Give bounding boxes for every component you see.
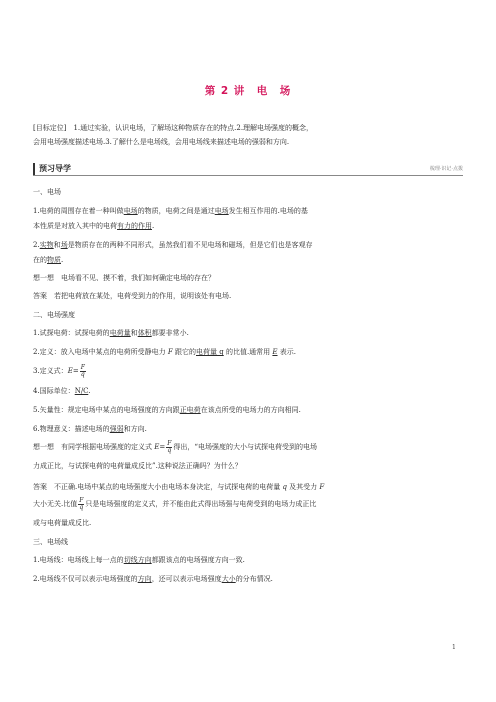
- fraction-numerator: F: [80, 363, 85, 371]
- s1-para1-line2: [33, 221, 463, 231]
- fraction-denominator: q: [80, 370, 85, 378]
- text: 跟它的: [172, 348, 196, 356]
- text: 都要非常小.: [151, 329, 189, 337]
- text: 只是电场强度的定义式，并不能由此式得出场强与电荷受到的电场力成正比: [85, 500, 317, 508]
- math-symbol: E: [67, 367, 73, 375]
- fraction-denominator: q: [79, 503, 84, 511]
- math-symbol: F: [319, 483, 325, 491]
- fraction-denominator: q: [167, 446, 172, 454]
- page-title: 第 2 讲 电 场: [204, 85, 292, 97]
- s1-answer: 答案 若把电荷放在某处，电荷受到力的作用，说明该处有电场.: [33, 292, 232, 300]
- s1-para2-line2: [33, 255, 463, 265]
- s2-think-line1: [33, 440, 463, 454]
- s1-para2-line1: [33, 240, 463, 250]
- fraction: [78, 498, 84, 511]
- math-symbol: E: [154, 443, 160, 451]
- fraction: [166, 441, 172, 454]
- text: 得出，“电场强度的大小与试探电荷受到的电场: [173, 443, 317, 451]
- math-symbol: E: [272, 348, 278, 356]
- underlined-term: 有力的作用: [117, 222, 152, 230]
- underlined-term: 大小: [221, 575, 236, 583]
- s3-item-1: [33, 555, 463, 565]
- text: 都跟该点的电场强度方向一致.: [151, 556, 245, 564]
- text: 在该点所受的电场力的方向相同.: [200, 406, 301, 414]
- underlined-term: 电荷量: [109, 329, 131, 337]
- section-3-heading: 三、电场线: [33, 538, 68, 546]
- text: 2.定义：放入电场中某点的电荷所受静电力: [33, 348, 168, 356]
- underlined-term: 切线方向: [123, 556, 152, 564]
- section-2-heading: 二、电场强度: [33, 311, 75, 319]
- underlined-term: 电荷量 q: [196, 348, 224, 356]
- underlined-term: 强弱: [109, 425, 124, 433]
- text: 答案 不正确.电场中某点的电场强度大小由电场本身决定，与试探电荷的电荷量: [33, 483, 283, 491]
- text: 想一想 有同学根据电场强度的定义式: [33, 443, 155, 451]
- section-bar: [33, 163, 463, 176]
- text: 1.电荷的周围存在着一种叫做: [33, 207, 124, 215]
- page-number: 1: [452, 644, 456, 651]
- s2-item-3: [33, 364, 463, 378]
- text: 是物质存在的两种不同形式，虽然我们看不见电场和磁场，但是它们也是客观存: [67, 241, 313, 249]
- s3-item-2: [33, 574, 463, 584]
- text: 3.定义式：: [33, 367, 68, 375]
- s1-para1-line1: [33, 206, 463, 216]
- underlined-term: 场: [60, 241, 68, 249]
- s2-item-5: [33, 405, 463, 415]
- underlined-term: 正电荷: [179, 406, 201, 414]
- text: .: [61, 256, 64, 264]
- fraction-numerator: F: [79, 496, 84, 504]
- underlined-term: 实物: [39, 241, 54, 249]
- section-1-heading: 一、电场: [33, 188, 61, 196]
- text: 本性质是对放入其中的电荷: [33, 222, 117, 230]
- underlined-term: 电场: [214, 207, 229, 215]
- math-symbol: q: [282, 483, 287, 491]
- section-bar-label: 预习导学: [33, 163, 71, 175]
- text: 和: [53, 241, 61, 249]
- text: 表示.: [277, 348, 296, 356]
- objectives-line-2: 会用电场强度描述电场.3.了解什么是电场线，会用电场线来描述电场的强弱和方向.: [33, 138, 290, 146]
- underlined-term: 方向: [137, 575, 152, 583]
- s2-answer-line2: [33, 497, 463, 511]
- text: 1.电场线：电场线上每一点的: [33, 556, 124, 564]
- s1-think: 想一想 电场看不见、摸不着，我们如何确定电场的存在？: [33, 274, 215, 282]
- text: 4.国际单位：: [33, 387, 75, 395]
- text: 在的: [33, 256, 47, 264]
- text: 的分布情况.: [235, 575, 273, 583]
- s2-item-6: [33, 424, 463, 434]
- section-bar-tagline: 梳理·识记·点拨: [429, 166, 463, 172]
- text: 1.试探电荷：试探电荷的: [33, 329, 110, 337]
- text: 5.矢量性：规定电场中某点的电场强度的方向跟: [33, 406, 180, 414]
- underlined-term: 体积: [137, 329, 152, 337]
- underlined-term: 电场: [123, 207, 138, 215]
- text: .: [88, 387, 91, 395]
- fraction: [80, 365, 86, 378]
- s2-item-2: [33, 347, 463, 357]
- objectives-line-1: [目标定位] 1.通过实验，认识电场，了解场这种物质存在的特点.2.理解电场强度的概念，: [33, 124, 314, 132]
- text: 和方向.: [123, 425, 147, 433]
- text: =: [159, 443, 166, 451]
- underlined-term: 物质: [47, 256, 61, 264]
- math-symbol: F: [167, 348, 173, 356]
- s2-item-1: [33, 328, 463, 338]
- fraction-numerator: F: [167, 439, 172, 447]
- text: ，还可以表示电场强度: [151, 575, 222, 583]
- text: 6.物理意义：描述电场的: [33, 425, 110, 433]
- s2-answer-line1: [33, 482, 463, 492]
- text: 及其受力: [286, 483, 320, 491]
- text: =: [72, 367, 79, 375]
- s2-item-4: [33, 386, 463, 396]
- s2-think-line2: 力成正比，与试探电荷的电荷量成反比”.这种说法正确吗？为什么？: [33, 462, 242, 470]
- text: 和: [130, 329, 138, 337]
- text: 的物质，电荷之间是通过: [137, 207, 215, 215]
- text: .: [152, 222, 155, 230]
- text: 发生相互作用的.电场的基: [228, 207, 308, 215]
- text: 的比值.通常用: [223, 348, 273, 356]
- s2-answer-line3: 或与电荷量成反比.: [33, 519, 92, 527]
- text: 2.: [33, 241, 40, 249]
- text: 大小无关.比值: [33, 500, 78, 508]
- text: 2.电场线不仅可以表示电场强度的: [33, 575, 138, 583]
- underlined-term: N/C: [74, 387, 89, 395]
